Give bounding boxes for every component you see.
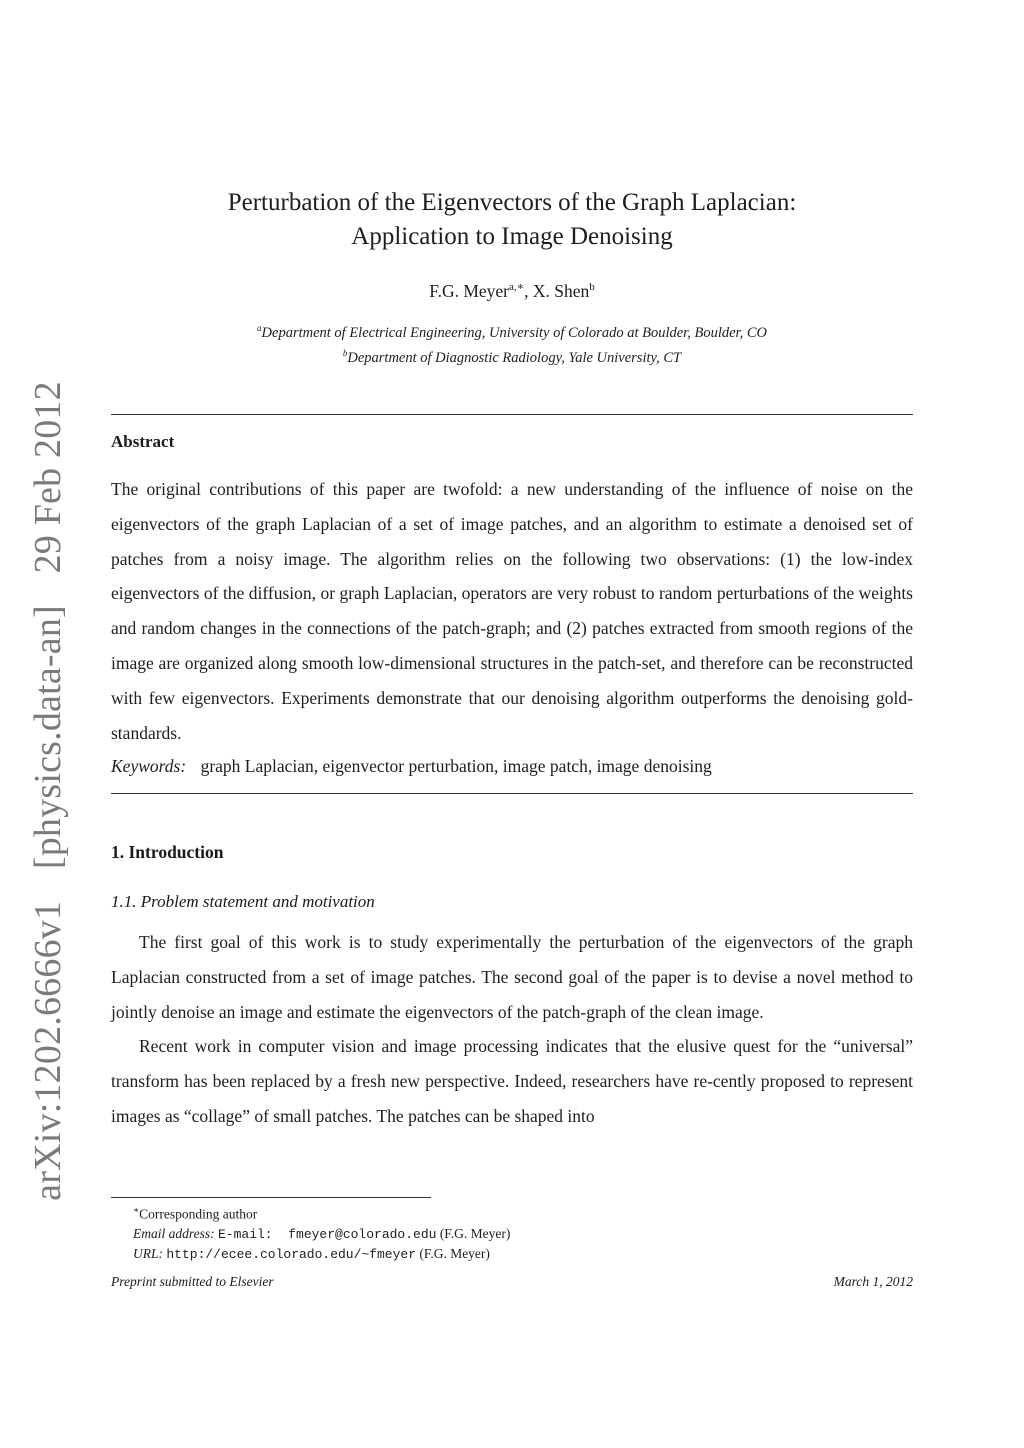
footnote-mark: ∗ [133,1205,140,1215]
abstract-bottom-rule [111,793,913,794]
url-owner: (F.G. Meyer) [419,1245,490,1261]
affiliation-mark: b [342,347,348,358]
subsection-heading: 1.1. Problem statement and motivation [111,892,375,911]
keywords-list: graph Laplacian, eigenvector perturbation, image patch, image denoising [200,756,712,776]
arxiv-identifier-stamp [26,359,70,1201]
affiliation [0,343,1024,368]
abstract-text: The original contributions of this paper are twofold: a new understanding of the influence of noise on the eigenvectors of the graph Laplacian of a set of image patches, and an algorithm to estimate a denoised set of patches from a noisy image. The algorithm relies on the following two observations: (1) the low-index eigenvectors of the diffusion, or graph Laplacian, operators are very robust to random perturbations of the weights and random changes in the connections of the patch-graph; and (2) patches extracted from smooth regions of the image are organized along smooth low-dimensional structures in the patch-set, and therefore can be reconstructed with few eigenvectors. Experiments demonstrate that our denoising algorithm outperforms the denoising gold-standards. [111,479,913,743]
arxiv-category: [physics.data-an] [27,605,69,870]
url-link[interactable]: http://ecee.colorado.edu/~fmeyer [166,1246,417,1262]
paper-title [0,186,1024,254]
preprint-notice: Preprint submitted to Elsevier [111,1274,274,1289]
introduction-body [111,925,913,1134]
arxiv-id: arXiv:1202.6666v1 [27,900,69,1201]
footnote-text: Corresponding author [139,1206,258,1222]
email-owner: (F.G. Meyer) [439,1225,511,1241]
footnote-url [111,1244,510,1264]
keywords-label: Keywords: [111,756,187,776]
affiliation-text: Department of Electrical Engineering, University of Colorado at Boulder, Boulder, CO [261,324,767,341]
abstract-heading: Abstract [111,432,175,451]
footnote-rule [111,1197,431,1198]
affiliation [0,318,1024,343]
footnote-corresponding [111,1201,510,1224]
affiliation-text: Department of Diagnostic Radiology, Yale University, CT [347,349,682,366]
affiliations [0,318,1024,368]
paragraph: The first goal of this work is to study experimentally the perturbation of the eigenvectors of the graph Laplacian constructed from a set of image patches. The second goal of the paper is to devise a novel method to jointly denoise an image and estimate the eigenvectors of the patch-graph of the clean image. [111,932,913,1022]
title-line-2: Application to Image Denoising [351,223,673,250]
preprint-date: March 1, 2012 [833,1274,913,1289]
arxiv-date: 29 Feb 2012 [27,381,69,574]
email-label: Email address: [133,1225,215,1241]
paragraph: Recent work in computer vision and image processing indicates that the elusive quest for the “universal” transform has been replaced by a fresh new perspective. Indeed, researchers have re-cently proposed to represent images as “collage” of small patches. The patches can be shaped into [111,1036,913,1126]
footnotes [111,1201,510,1264]
abstract-body [111,472,913,750]
author-marks: b [589,281,595,293]
abstract-top-rule [111,414,913,415]
email-link[interactable]: E-mail: fmeyer@colorado.edu [218,1226,437,1242]
author-name: X. Shen [532,280,590,301]
title-line-1: Perturbation of the Eigenvectors of the Graph Laplacian: [227,189,797,216]
author-list [0,280,1024,302]
author-marks: a,∗ [509,281,525,293]
affiliation-mark: a [257,323,262,333]
url-label: URL: [133,1245,163,1261]
author-separator: , [524,280,533,301]
author-name: F.G. Meyer [429,280,510,301]
footnote-email [111,1224,510,1244]
keywords [111,756,712,777]
section-heading: 1. Introduction [111,842,224,862]
